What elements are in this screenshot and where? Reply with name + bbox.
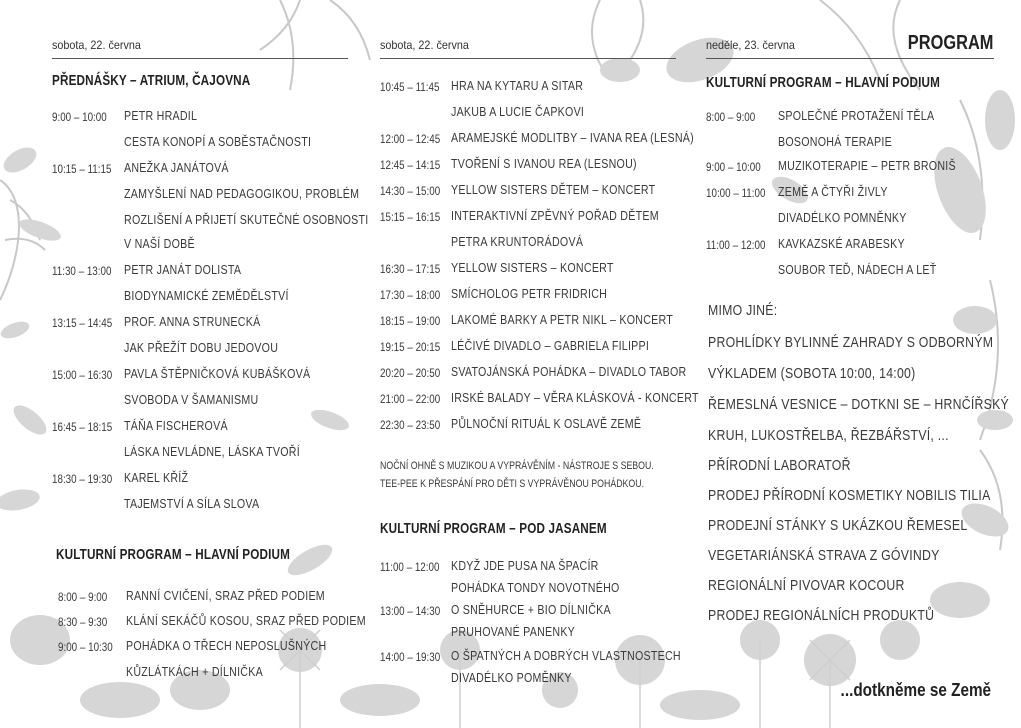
program-item: O SNĚHURCE + BIO DÍLNIČKA xyxy=(451,602,611,617)
time-label: 18:15 – 19:00 xyxy=(380,314,441,328)
time-label: 8:30 – 9:30 xyxy=(58,615,108,629)
day-label: neděle, 23. června xyxy=(706,38,795,52)
list-item: REGIONÁLNÍ PIVOVAR KOCOUR xyxy=(708,577,905,594)
program-item: PŮLNOČNÍ RITUÁL K OSLAVĚ ZEMĚ xyxy=(451,416,642,431)
program-item-detail: PRUHOVANÉ PANENKY xyxy=(451,624,576,639)
program-item: TVOŘENÍ S IVANOU REA (LESNOU) xyxy=(451,156,637,171)
time-label: 15:15 – 16:15 xyxy=(380,210,441,224)
program-item-detail: V NAŠÍ DOBĚ xyxy=(124,236,195,251)
time-label: 19:15 – 20:15 xyxy=(380,340,441,354)
day-label: sobota, 22. června xyxy=(380,38,469,52)
list-item: PROHLÍDKY BYLINNÉ ZAHRADY S ODBORNÝM xyxy=(708,334,994,351)
section-heading: KULTURNÍ PROGRAM – HLAVNÍ PODIUM xyxy=(706,74,941,91)
program-item: MUZIKOTERAPIE – PETR BRONIŠ xyxy=(778,158,956,173)
time-label: 16:30 – 17:15 xyxy=(380,262,441,276)
program-item-detail: SVOBODA V ŠAMANISMU xyxy=(124,392,259,407)
program-item: ZEMĚ A ČTYŘI ŽIVLY xyxy=(778,184,888,199)
divider xyxy=(380,58,676,59)
time-label: 16:45 – 18:15 xyxy=(52,420,113,434)
section-heading: PŘEDNÁŠKY – ATRIUM, ČAJOVNA xyxy=(52,72,251,89)
program-item-detail: ROZLIŠENÍ A PŘIJETÍ SKUTEČNÉ OSOBNOSTI xyxy=(124,212,369,227)
slogan: ...dotkněme se Země xyxy=(840,680,991,700)
time-label: 15:00 – 16:30 xyxy=(52,368,113,382)
program-item: KAVKAZSKÉ ARABESKY xyxy=(778,236,905,251)
time-label: 11:30 – 13:00 xyxy=(52,264,112,278)
time-label: 14:30 – 15:00 xyxy=(380,184,441,198)
program-item: RANNÍ CVIČENÍ, SRAZ PŘED PODIEM xyxy=(126,588,325,603)
time-label: 20:20 – 20:50 xyxy=(380,366,441,380)
program-item-detail: BOSONOHÁ TERAPIE xyxy=(778,134,892,149)
program-item-detail: JAK PŘEŽÍT DOBU JEDOVOU xyxy=(124,340,279,355)
program-item: LÉČIVÉ DIVADLO – GABRIELA FILIPPI xyxy=(451,338,650,353)
time-label: 9:00 – 10:00 xyxy=(706,160,761,174)
program-item: ARAMEJSKÉ MODLITBY – IVANA REA (LESNÁ) xyxy=(451,130,694,145)
program-item-detail: TAJEMSTVÍ A SÍLA SLOVA xyxy=(124,496,260,511)
program-item: KDYŽ JDE PUSA NA ŠPACÍR xyxy=(451,558,599,573)
time-label: 11:00 – 12:00 xyxy=(706,238,766,252)
time-label: 13:15 – 14:45 xyxy=(52,316,113,330)
day-label: sobota, 22. června xyxy=(52,38,141,52)
time-label: 12:00 – 12:45 xyxy=(380,132,441,146)
time-label: 10:45 – 11:45 xyxy=(380,80,440,94)
time-label: 17:30 – 18:00 xyxy=(380,288,441,302)
program-item: YELLOW SISTERS – KONCERT xyxy=(451,260,614,275)
program-item-detail: DIVADÉLKO POMNĚNKY xyxy=(778,210,907,225)
program-item: KAREL KŘÍŽ xyxy=(124,470,189,485)
program-item: SMÍCHOLOG PETR FRIDRICH xyxy=(451,286,608,301)
time-label: 13:00 – 14:30 xyxy=(380,604,441,618)
time-label: 8:00 – 9:00 xyxy=(58,590,108,604)
section-heading: KULTURNÍ PROGRAM – HLAVNÍ PODIUM xyxy=(56,546,291,563)
list-item: VEGETARIÁNSKÁ STRAVA Z GÓVINDY xyxy=(708,547,940,564)
divider xyxy=(52,58,348,59)
program-item: YELLOW SISTERS DĚTEM – KONCERT xyxy=(451,182,656,197)
time-label: 12:45 – 14:15 xyxy=(380,158,441,172)
list-item: ŘEMESLNÁ VESNICE – DOTKNI SE – HRNČÍŘSKÝ xyxy=(708,396,1010,413)
program-item: PAVLA ŠTĚPNIČKOVÁ KUBÁŠKOVÁ xyxy=(124,366,311,381)
time-label: 10:15 – 11:15 xyxy=(52,162,112,176)
program-item-detail: ZAMYŠLENÍ NAD PEDAGOGIKOU, PROBLÉM xyxy=(124,186,360,201)
time-label: 9:00 – 10:00 xyxy=(52,110,107,124)
program-item: SPOLEČNÉ PROTAŽENÍ TĚLA xyxy=(778,108,935,123)
list-item: PRODEJNÍ STÁNKY S UKÁZKOU ŘEMESEL xyxy=(708,517,968,534)
program-item: PETR JANÁT DOLISTA xyxy=(124,262,242,277)
program-item-detail: JAKUB A LUCIE ČAPKOVI xyxy=(451,104,585,119)
time-label: 21:00 – 22:00 xyxy=(380,392,441,406)
program-item: POHÁDKA O TŘECH NEPOSLUŠNÝCH xyxy=(126,638,327,653)
program-item: PROF. ANNA STRUNECKÁ xyxy=(124,314,261,329)
time-label: 22:30 – 23:50 xyxy=(380,418,441,432)
program-item: PETR HRADIL xyxy=(124,108,198,123)
program-item: O ŠPATNÝCH A DOBRÝCH VLASTNOSTECH xyxy=(451,648,681,663)
section-heading: KULTURNÍ PROGRAM – POD JASANEM xyxy=(380,520,607,537)
program-item: INTERAKTIVNÍ ZPĚVNÝ POŘAD DĚTEM xyxy=(451,208,659,223)
time-label: 18:30 – 19:30 xyxy=(52,472,113,486)
program-item-detail: SOUBOR TEĎ, NÁDECH A LEŤ xyxy=(778,262,937,277)
note-text: TEE-PEE K PŘESPÁNÍ PRO DĚTI S VYPRÁVĚNOU POHÁDKOU. xyxy=(380,478,645,490)
program-item-detail: BIODYNAMICKÉ ZEMĚDĚLSTVÍ xyxy=(124,288,289,303)
program-item: HRA NA KYTARU A SITAR xyxy=(451,78,584,93)
program-item: KLÁNÍ SEKÁČŮ KOSOU, SRAZ PŘED PODIEM xyxy=(126,613,366,628)
list-item: PRODEJ PŘÍRODNÍ KOSMETIKY NOBILIS TILIA xyxy=(708,487,991,504)
program-item-detail: CESTA KONOPÍ A SOBĚSTAČNOSTI xyxy=(124,134,312,149)
time-label: 11:00 – 12:00 xyxy=(380,560,440,574)
list-item: PŘÍRODNÍ LABORATOŘ xyxy=(708,457,851,474)
list-item: KRUH, LUKOSTŘELBA, ŘEZBÁŘSTVÍ, ... xyxy=(708,427,949,444)
program-item-detail: KŮZLÁTKÁCH + DÍLNIČKA xyxy=(126,664,263,679)
program-item: IRSKÉ BALADY – VĚRA KLÁSKOVÁ - KONCERT xyxy=(451,390,699,405)
note-text: NOČNÍ OHNĚ S MUZIKOU A VYPRÁVĚNÍM - NÁSTROJE S SEBOU. xyxy=(380,460,654,472)
program-item: ANEŽKA JANÁTOVÁ xyxy=(124,160,229,175)
program-item-detail: DIVADÉLKO POMĚNKY xyxy=(451,670,572,685)
program-item-detail: LÁSKA NEVLÁDNE, LÁSKA TVOŘÍ xyxy=(124,444,300,459)
program-item-detail: PETRA KRUNTORÁDOVÁ xyxy=(451,234,584,249)
time-label: 9:00 – 10:30 xyxy=(58,640,113,654)
divider xyxy=(706,58,994,59)
time-label: 8:00 – 9:00 xyxy=(706,110,756,124)
program-item-detail: POHÁDKA TONDY NOVOTNÉHO xyxy=(451,580,620,595)
time-label: 10:00 – 11:00 xyxy=(706,186,766,200)
section-heading: MIMO JINÉ: xyxy=(708,302,778,319)
program-item: TÁŇA FISCHEROVÁ xyxy=(124,418,228,433)
program-item: SVATOJÁNSKÁ POHÁDKA – DIVADLO TABOR xyxy=(451,364,687,379)
time-label: 14:00 – 19:30 xyxy=(380,650,441,664)
list-item: PRODEJ REGIONÁLNÍCH PRODUKTŮ xyxy=(708,607,935,624)
list-item: VÝKLADEM (SOBOTA 10:00, 14:00) xyxy=(708,365,916,382)
program-item: LAKOMÉ BARKY A PETR NIKL – KONCERT xyxy=(451,312,674,327)
page-title: PROGRAM xyxy=(907,32,993,54)
